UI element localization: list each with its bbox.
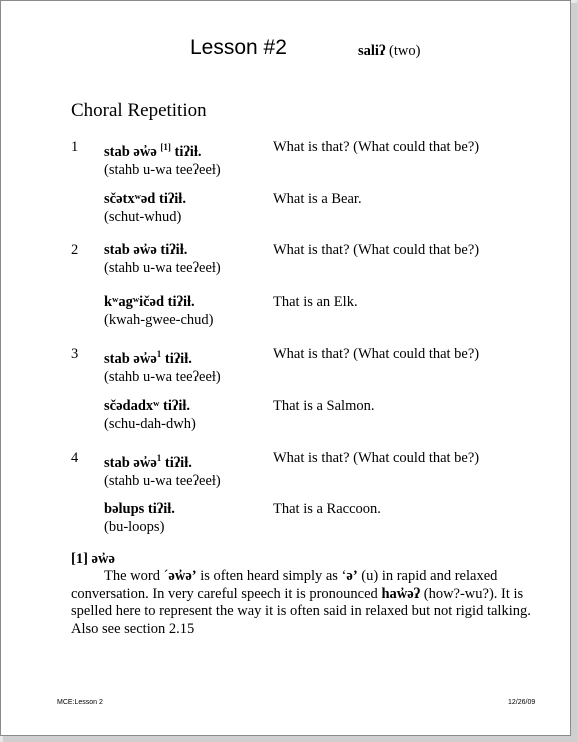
translation: What is that? (What could that be?) bbox=[273, 139, 480, 155]
pronunciation: (stahb u-wa teeʔeeƚ) bbox=[104, 161, 221, 178]
footnote-careful-form: haw̓əʔ bbox=[381, 585, 421, 602]
translation: That is an Elk. bbox=[273, 294, 358, 310]
footnote-schwa: ə’ bbox=[346, 568, 358, 584]
phrase-block bbox=[104, 500, 175, 536]
translation: What is a Bear. bbox=[273, 191, 362, 207]
pronunciation: (stahb u-wa teeʔeeƚ) bbox=[104, 368, 221, 385]
lushootseed-phrase: sčədadxʷ tiʔiƚ. bbox=[104, 398, 191, 414]
page-shadow bbox=[571, 3, 577, 742]
pronunciation: (schut-whud) bbox=[104, 209, 182, 225]
page-shadow bbox=[3, 736, 577, 742]
pronunciation: (stahb u-wa teeʔeeƚ) bbox=[104, 472, 221, 489]
lushootseed-phrase: stab əw̓ə tiʔiƚ. bbox=[104, 242, 188, 258]
pronunciation: (bu-loops) bbox=[104, 519, 165, 535]
page-title: Lesson #2 bbox=[190, 36, 287, 59]
footnote-label: [1] əw̓ə bbox=[71, 551, 115, 567]
footnote-ref[interactable]: 1 bbox=[156, 453, 162, 463]
lushootseed-phrase: stab əw̓ə$^1$ tiʔiƚ. bbox=[104, 453, 192, 471]
item-number: 1 bbox=[71, 139, 79, 155]
phrase-block bbox=[104, 397, 196, 433]
lushootseed-phrase: stab əw̓ə [1] tiʔiƚ. bbox=[104, 142, 202, 160]
translation: That is a Salmon. bbox=[273, 398, 375, 414]
lushootseed-phrase: sčətxʷəd tiʔiƚ. bbox=[104, 191, 186, 207]
item-number: 2 bbox=[71, 242, 79, 258]
phrase-block bbox=[104, 449, 221, 490]
subtitle-word: saliʔ bbox=[358, 43, 386, 59]
section-heading: Choral Repetition bbox=[71, 100, 207, 121]
footer-right: 12/26/09 bbox=[508, 699, 536, 706]
pronunciation: (stahb u-wa teeʔeeƚ) bbox=[104, 260, 221, 276]
lushootseed-phrase: kʷagʷičəd tiʔiƚ. bbox=[104, 294, 195, 310]
pronunciation: (kwah-gwee-chud) bbox=[104, 312, 214, 328]
item-number: 3 bbox=[71, 346, 79, 362]
footnote-body: The word ˊəw̓ə’ is often heard simply as ‘ə’ (u) in rapid and relaxed conversation. In very careful speech it is pronounced haw̓əʔ (how?-wu?). It is spelled here to represent the way it is often said in relaxed but not rigid talking. Also see section 2.15 bbox=[71, 568, 531, 637]
phrase-block bbox=[104, 345, 221, 386]
phrase-block bbox=[104, 293, 214, 329]
subtitle-gloss: (two) bbox=[389, 43, 421, 59]
translation: That is a Raccoon. bbox=[273, 501, 381, 517]
item-number: 4 bbox=[71, 450, 79, 466]
phrase-block bbox=[104, 241, 221, 277]
footnote-ref[interactable]: 1 bbox=[156, 349, 162, 359]
lushootseed-phrase: stab əw̓ə$^1$ tiʔiƚ. bbox=[104, 349, 192, 367]
footnote-word: əw̓ə’ bbox=[168, 568, 197, 584]
translation: What is that? (What could that be?) bbox=[273, 242, 480, 258]
phrase-block bbox=[104, 190, 186, 226]
page-subtitle bbox=[358, 43, 420, 60]
translation: What is that? (What could that be?) bbox=[273, 450, 480, 466]
translation: What is that? (What could that be?) bbox=[273, 346, 480, 362]
lushootseed-phrase: bəlups tiʔiƚ. bbox=[104, 501, 175, 517]
phrase-block bbox=[104, 138, 221, 179]
footnote-ref[interactable]: [1] bbox=[160, 142, 171, 152]
pronunciation: (schu-dah-dwh) bbox=[104, 416, 196, 432]
footer-left: MCE:Lesson 2 bbox=[57, 699, 103, 706]
